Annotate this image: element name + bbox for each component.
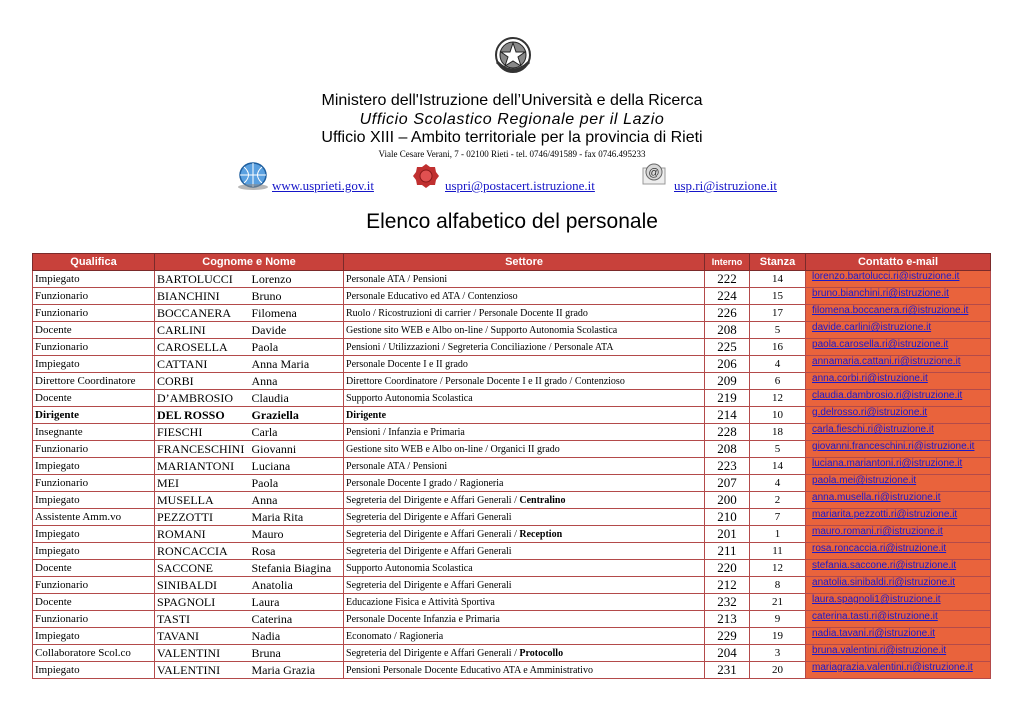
settore-cell	[344, 373, 705, 390]
settore-text: Pensioni Personale Docente Educativo ATA e Amministrativo	[346, 664, 593, 676]
interno-cell: 228	[705, 424, 750, 441]
settore-text: Educazione Fisica e Attività Sportiva	[346, 596, 495, 608]
interno-cell: 231	[705, 662, 750, 679]
interno-cell: 210	[705, 509, 750, 526]
table-row	[33, 492, 991, 509]
nome-cell: Anna Maria	[250, 356, 344, 373]
interno-cell: 206	[705, 356, 750, 373]
email-cell[interactable]: lorenzo.bartolucci.ri@istruzione.it	[806, 271, 991, 288]
cognome-cell: FIESCHI	[155, 424, 250, 441]
email-cell[interactable]: anna.corbi.ri@istruzione.it	[806, 373, 991, 390]
nome-cell: Maria Grazia	[250, 662, 344, 679]
nome-cell: Mauro	[250, 526, 344, 543]
qualifica-cell: Funzionario	[33, 475, 155, 492]
qualifica-cell: Funzionario	[33, 305, 155, 322]
settore-cell	[344, 424, 705, 441]
settore-text: Supporto Autonomia Scolastica	[346, 392, 473, 404]
cognome-cell: MARIANTONI	[155, 458, 250, 475]
table-header-row	[33, 254, 991, 271]
settore-text: Segreteria del Dirigente e Affari Generali /	[346, 494, 520, 506]
stanza-cell: 4	[750, 475, 806, 492]
cognome-cell: VALENTINI	[155, 645, 250, 662]
qualifica-cell: Impiegato	[33, 526, 155, 543]
interno-cell: 219	[705, 390, 750, 407]
interno-cell: 223	[705, 458, 750, 475]
email-cell[interactable]: paola.mei@istruzione.it	[806, 475, 991, 492]
cognome-cell: PEZZOTTI	[155, 509, 250, 526]
qualifica-cell: Impiegato	[33, 458, 155, 475]
table-row	[33, 305, 991, 322]
email-cell[interactable]: stefania.saccone.ri@istruzione.it	[806, 560, 991, 577]
stanza-cell: 10	[750, 407, 806, 424]
email-cell[interactable]: davide.carlini@istruzione.it	[806, 322, 991, 339]
interno-cell: 225	[705, 339, 750, 356]
settore-cell	[344, 560, 705, 577]
globe-icon	[236, 160, 270, 190]
nome-cell: Anatolia	[250, 577, 344, 594]
table-row	[33, 594, 991, 611]
stanza-cell: 6	[750, 373, 806, 390]
col-header-email: Contatto e-mail	[806, 254, 991, 271]
cognome-cell: MEI	[155, 475, 250, 492]
email-cell[interactable]: filomena.boccanera.ri@istruzione.it	[806, 305, 991, 322]
nome-cell: Claudia	[250, 390, 344, 407]
qualifica-cell: Docente	[33, 322, 155, 339]
settore-text: Segreteria del Dirigente e Affari Generali	[346, 511, 512, 523]
stanza-cell: 12	[750, 390, 806, 407]
cognome-cell: FRANCESCHINI	[155, 441, 250, 458]
settore-cell	[344, 628, 705, 645]
interno-cell: 229	[705, 628, 750, 645]
stanza-cell: 5	[750, 322, 806, 339]
nome-cell: Davide	[250, 322, 344, 339]
interno-cell: 208	[705, 441, 750, 458]
cognome-cell: TAVANI	[155, 628, 250, 645]
settore-highlight: Reception	[519, 528, 563, 540]
settore-text: Personale ATA / Pensioni	[346, 273, 448, 285]
table-row	[33, 543, 991, 560]
settore-text: Personale Docente I e II grado	[346, 358, 468, 370]
stanza-cell: 11	[750, 543, 806, 560]
stanza-cell: 16	[750, 339, 806, 356]
qualifica-cell: Impiegato	[33, 662, 155, 679]
settore-cell	[344, 475, 705, 492]
table-row	[33, 288, 991, 305]
settore-text: Personale ATA / Pensioni	[346, 460, 448, 472]
page-title: Elenco alfabetico del personale	[366, 210, 658, 233]
settore-text: Segreteria del Dirigente e Affari Generali /	[346, 528, 520, 540]
interno-cell: 207	[705, 475, 750, 492]
qualifica-cell: Docente	[33, 390, 155, 407]
qualifica-cell: Impiegato	[33, 628, 155, 645]
email-cell[interactable]: g.delrosso.ri@istruzione.it	[806, 407, 991, 424]
qualifica-cell: Impiegato	[33, 271, 155, 288]
table-row	[33, 526, 991, 543]
qualifica-cell: Assistente Amm.vo	[33, 509, 155, 526]
table-row	[33, 560, 991, 577]
stanza-cell: 7	[750, 509, 806, 526]
settore-text: Gestione sito WEB e Albo on-line / Supporto Autonomia Scolastica	[346, 324, 618, 336]
email-link[interactable]: usp.ri@istruzione.it	[674, 178, 777, 193]
table-row	[33, 509, 991, 526]
stanza-cell: 17	[750, 305, 806, 322]
office-address: Viale Cesare Verani, 7 - 02100 Rieti - tel. 0746/491589 - fax 0746.495233	[378, 149, 646, 159]
email-cell[interactable]: mariarita.pezzotti.ri@istruzione.it	[806, 509, 991, 526]
nome-cell: Carla	[250, 424, 344, 441]
email-cell[interactable]: rosa.roncaccia.ri@istruzione.it	[806, 543, 991, 560]
qualifica-cell: Impiegato	[33, 492, 155, 509]
office-name: Ufficio Scolastico Regionale per il Lazio	[359, 111, 665, 128]
settore-text: Personale Docente I grado / Ragioneria	[346, 477, 504, 489]
nome-cell: Graziella	[250, 407, 344, 424]
table-row	[33, 339, 991, 356]
interno-cell: 214	[705, 407, 750, 424]
email-cell[interactable]: mauro.romani.ri@istruzione.it	[806, 526, 991, 543]
nome-cell: Stefania Biagina	[250, 560, 344, 577]
interno-cell: 226	[705, 305, 750, 322]
qualifica-cell: Collaboratore Scol.co	[33, 645, 155, 662]
table-row	[33, 628, 991, 645]
email-cell[interactable]: bruna.valentini.ri@istruzione.it	[806, 645, 991, 662]
nome-cell: Giovanni	[250, 441, 344, 458]
email-cell[interactable]: annamaria.cattani.ri@istruzione.it	[806, 356, 991, 373]
interno-cell: 204	[705, 645, 750, 662]
stanza-cell: 14	[750, 271, 806, 288]
table-row	[33, 373, 991, 390]
settore-text: Segreteria del Dirigente e Affari Generali /	[346, 647, 520, 659]
nome-cell: Lorenzo	[250, 271, 344, 288]
interno-cell: 200	[705, 492, 750, 509]
pec-email-link[interactable]: uspri@postacert.istruzione.it	[445, 178, 595, 193]
nome-cell: Bruno	[250, 288, 344, 305]
email-cell[interactable]: laura.spagnoli1@istruzione.it	[806, 594, 991, 611]
cognome-cell: CORBI	[155, 373, 250, 390]
stanza-cell: 1	[750, 526, 806, 543]
settore-text: Pensioni / Infanzia e Primaria	[346, 426, 465, 438]
cognome-cell: ROMANI	[155, 526, 250, 543]
qualifica-cell: Funzionario	[33, 577, 155, 594]
settore-cell	[344, 288, 705, 305]
stanza-cell: 4	[750, 356, 806, 373]
stanza-cell: 8	[750, 577, 806, 594]
interno-cell: 211	[705, 543, 750, 560]
qualifica-cell: Impiegato	[33, 356, 155, 373]
nome-cell: Bruna	[250, 645, 344, 662]
email-cell[interactable]: claudia.dambrosio.ri@istruzione.it	[806, 390, 991, 407]
settore-cell	[344, 305, 705, 322]
website-link[interactable]: www.usprieti.gov.it	[272, 178, 374, 193]
qualifica-cell: Dirigente	[33, 407, 155, 424]
cognome-cell: CAROSELLA	[155, 339, 250, 356]
stanza-cell: 3	[750, 645, 806, 662]
cognome-cell: RONCACCIA	[155, 543, 250, 560]
nome-cell: Paola	[250, 339, 344, 356]
col-header-interno: Interno	[705, 254, 750, 271]
settore-cell	[344, 441, 705, 458]
settore-cell	[344, 526, 705, 543]
email-at-icon	[640, 160, 668, 188]
cognome-cell: BOCCANERA	[155, 305, 250, 322]
col-header-stanza: Stanza	[750, 254, 806, 271]
settore-cell	[344, 322, 705, 339]
settore-text: Pensioni / Utilizzazioni / Segreteria Conciliazione / Personale ATA	[346, 341, 614, 353]
nome-cell: Nadia	[250, 628, 344, 645]
settore-cell	[344, 662, 705, 679]
nome-cell: Caterina	[250, 611, 344, 628]
nome-cell: Paola	[250, 475, 344, 492]
settore-text: Supporto Autonomia Scolastica	[346, 562, 473, 574]
cognome-cell: CATTANI	[155, 356, 250, 373]
settore-text: Personale Educativo ed ATA / Contenzioso	[346, 290, 518, 302]
settore-highlight: Centralino	[519, 494, 566, 506]
settore-text: Direttore Coordinatore / Personale Docente I e II grado / Contenzioso	[346, 375, 625, 387]
stanza-cell: 14	[750, 458, 806, 475]
interno-cell: 213	[705, 611, 750, 628]
qualifica-cell: Impiegato	[33, 543, 155, 560]
email-cell[interactable]: bruno.bianchini.ri@istruzione.it	[806, 288, 991, 305]
table-row	[33, 662, 991, 679]
office-subtitle: Ufficio XIII – Ambito territoriale per la provincia di Rieti	[321, 129, 703, 146]
qualifica-cell: Funzionario	[33, 611, 155, 628]
table-row	[33, 407, 991, 424]
wax-seal-icon	[412, 162, 440, 190]
settore-text: Gestione sito WEB e Albo on-line / Organici II grado	[346, 443, 560, 455]
qualifica-cell: Docente	[33, 560, 155, 577]
stanza-cell: 5	[750, 441, 806, 458]
cognome-cell: SPAGNOLI	[155, 594, 250, 611]
ministry-name: Ministero dell'Istruzione dell’Università e della Ricerca	[321, 92, 703, 109]
col-header-qualifica: Qualifica	[33, 254, 155, 271]
email-cell[interactable]: caterina.tasti.ri@istruzione.it	[806, 611, 991, 628]
svg-text:@: @	[648, 167, 660, 179]
qualifica-cell: Funzionario	[33, 441, 155, 458]
interno-cell: 224	[705, 288, 750, 305]
settore-cell	[344, 339, 705, 356]
stanza-cell: 18	[750, 424, 806, 441]
email-cell[interactable]: giovanni.franceschini.ri@istruzione.it	[806, 441, 991, 458]
cognome-cell: BIANCHINI	[155, 288, 250, 305]
table-row	[33, 611, 991, 628]
settore-cell	[344, 611, 705, 628]
stanza-cell: 15	[750, 288, 806, 305]
email-cell[interactable]: mariagrazia.valentini.ri@istruzione.it	[806, 662, 991, 679]
settore-text: Dirigente	[346, 409, 387, 421]
email-cell[interactable]: luciana.mariantoni.ri@istruzione.it	[806, 458, 991, 475]
col-header-settore: Settore	[344, 254, 705, 271]
settore-cell	[344, 492, 705, 509]
interno-cell: 209	[705, 373, 750, 390]
nome-cell: Anna	[250, 492, 344, 509]
settore-cell	[344, 577, 705, 594]
settore-text: Segreteria del Dirigente e Affari Generali	[346, 579, 512, 591]
nome-cell: Luciana	[250, 458, 344, 475]
email-cell[interactable]: paola.carosella.ri@istruzione.it	[806, 339, 991, 356]
stanza-cell: 20	[750, 662, 806, 679]
email-cell[interactable]: nadia.tavani.ri@istruzione.it	[806, 628, 991, 645]
table-row	[33, 475, 991, 492]
cognome-cell: BARTOLUCCI	[155, 271, 250, 288]
cognome-cell: D’AMBROSIO	[155, 390, 250, 407]
settore-cell	[344, 645, 705, 662]
nome-cell: Laura	[250, 594, 344, 611]
qualifica-cell: Funzionario	[33, 339, 155, 356]
settore-cell	[344, 594, 705, 611]
interno-cell: 222	[705, 271, 750, 288]
qualifica-cell: Docente	[33, 594, 155, 611]
settore-text: Economato / Ragioneria	[346, 630, 444, 642]
nome-cell: Maria Rita	[250, 509, 344, 526]
table-row	[33, 424, 991, 441]
stanza-cell: 21	[750, 594, 806, 611]
settore-cell	[344, 509, 705, 526]
cognome-cell: SINIBALDI	[155, 577, 250, 594]
email-cell[interactable]: carla.fieschi.ri@istruzione.it	[806, 424, 991, 441]
stanza-cell: 2	[750, 492, 806, 509]
qualifica-cell: Insegnante	[33, 424, 155, 441]
table-row	[33, 271, 991, 288]
nome-cell: Anna	[250, 373, 344, 390]
staff-table	[32, 253, 991, 679]
col-header-nome: Cognome e Nome	[155, 254, 344, 271]
email-cell[interactable]: anna.musella.ri@istruzione.it	[806, 492, 991, 509]
republic-emblem-icon	[491, 34, 535, 78]
settore-cell	[344, 271, 705, 288]
cognome-cell: SACCONE	[155, 560, 250, 577]
nome-cell: Rosa	[250, 543, 344, 560]
qualifica-cell: Funzionario	[33, 288, 155, 305]
table-row	[33, 322, 991, 339]
settore-highlight: Protocollo	[519, 647, 564, 659]
settore-text: Personale Docente Infanzia e Primaria	[346, 613, 500, 625]
stanza-cell: 19	[750, 628, 806, 645]
cognome-cell: CARLINI	[155, 322, 250, 339]
table-row	[33, 441, 991, 458]
settore-cell	[344, 458, 705, 475]
stanza-cell: 9	[750, 611, 806, 628]
stanza-cell: 12	[750, 560, 806, 577]
nome-cell: Filomena	[250, 305, 344, 322]
cognome-cell: TASTI	[155, 611, 250, 628]
cognome-cell: DEL ROSSO	[155, 407, 250, 424]
interno-cell: 208	[705, 322, 750, 339]
settore-text: Ruolo / Ricostruzioni di carrier / Personale Docente II grado	[346, 307, 588, 319]
table-row	[33, 458, 991, 475]
table-row	[33, 390, 991, 407]
table-row	[33, 577, 991, 594]
cognome-cell: MUSELLA	[155, 492, 250, 509]
interno-cell: 232	[705, 594, 750, 611]
settore-cell	[344, 356, 705, 373]
interno-cell: 212	[705, 577, 750, 594]
settore-cell	[344, 390, 705, 407]
email-cell[interactable]: anatolia.sinibaldi.ri@istruzione.it	[806, 577, 991, 594]
table-row	[33, 356, 991, 373]
interno-cell: 201	[705, 526, 750, 543]
interno-cell: 220	[705, 560, 750, 577]
settore-cell	[344, 543, 705, 560]
settore-text: Segreteria del Dirigente e Affari Generali	[346, 545, 512, 557]
settore-cell	[344, 407, 705, 424]
qualifica-cell: Direttore Coordinatore	[33, 373, 155, 390]
contact-bar	[232, 160, 802, 196]
cognome-cell: VALENTINI	[155, 662, 250, 679]
table-row	[33, 645, 991, 662]
